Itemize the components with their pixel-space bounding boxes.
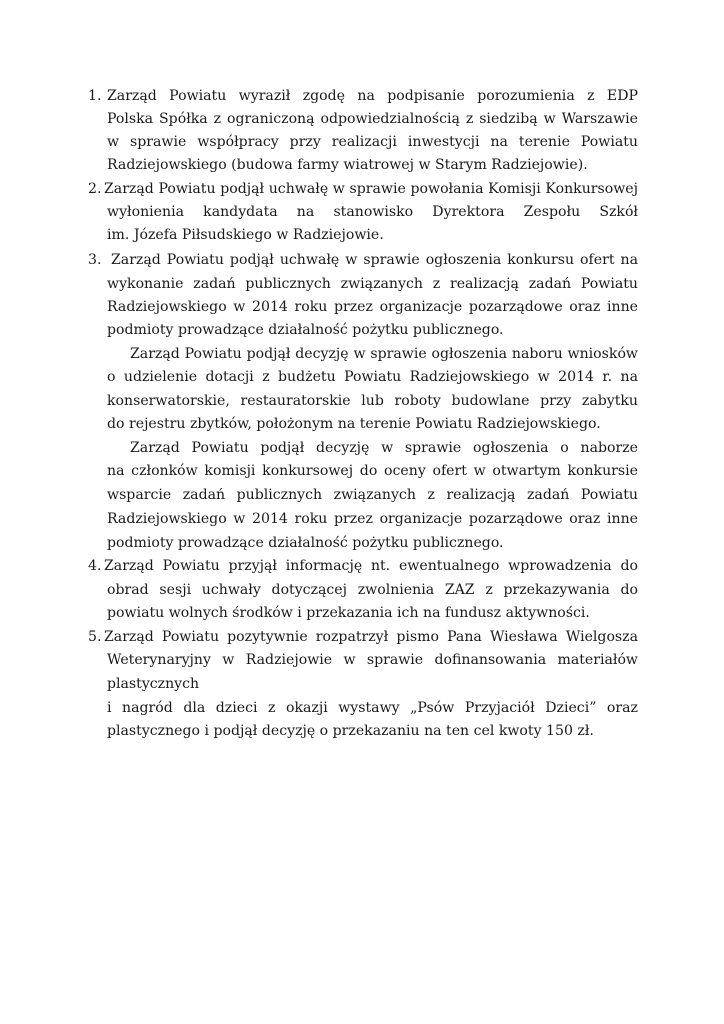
text-line: wykonanie zadań publicznych związanych z realizacją zadań Powiatu <box>107 276 638 292</box>
text-line: Zarząd Powiatu podjął decyzję w sprawie ogłoszenia o naborze <box>130 440 638 456</box>
text-line: do rejestru zbytków, położonym na terenie Powiatu Radziejowskiego. <box>107 416 601 432</box>
text-line: Weterynaryjny w Radziejowie w sprawie dofinansowania materiałów <box>107 652 638 668</box>
text-line: im. Józefa Piłsudskiego w Radziejowie. <box>107 227 384 243</box>
item-number: 1. <box>88 88 102 104</box>
text-line: Polska Spółka z ograniczoną odpowiedzialnością z siedzibą w Warszawie <box>107 111 638 127</box>
text-line: Radziejowskiego w 2014 roku przez organizacje pozarządowe oraz inne <box>107 299 638 315</box>
text-line: na członków komisji konkursowej do oceny ofert w otwartym konkursie <box>107 463 638 479</box>
text-line: plastycznych <box>107 676 200 692</box>
item-number: 5. <box>88 629 102 645</box>
text-line: i nagród dla dzieci z okazji wystawy „Psów Przyjaciół Dzieci” oraz <box>107 700 638 716</box>
text-line: Radziejowskiego (budowa farmy wiatrowej w Starym Radziejowie). <box>107 157 588 173</box>
text-line: Zarząd Powiatu podjął decyzję w sprawie ogłoszenia naboru wniosków <box>130 346 638 362</box>
text-line: obrad sesji uchwały dotyczącej zwolnienia ZAZ z przekazywania do <box>107 582 638 598</box>
text-line: wsparcie zadań publicznych związanych z realizacją zadań Powiatu <box>107 487 638 503</box>
text-line: Zarząd Powiatu przyjął informację nt. ewentualnego wprowadzenia do <box>104 558 638 574</box>
text-line: konserwatorskie, restauratorskie lub roboty budowlane przy zabytku <box>107 393 638 409</box>
text-line: wyłonienia kandydata na stanowisko Dyrektora Zespołu Szkół <box>107 204 638 220</box>
text-line: podmioty prowadzące działalność pożytku publicznego. <box>107 535 504 551</box>
text-line: podmioty prowadzące działalność pożytku publicznego. <box>107 322 504 338</box>
text-line: plastycznego i podjął decyzję o przekazaniu na ten cel kwoty 150 zł. <box>107 723 594 739</box>
text-line: w sprawie współpracy przy realizacji inwestycji na terenie Powiatu <box>107 134 638 150</box>
text-line: Zarząd Powiatu wyraził zgodę na podpisanie porozumienia z EDP <box>107 88 638 104</box>
text-line: Zarząd Powiatu pozytywnie rozpatrzył pismo Pana Wiesława Wielgosza <box>104 629 638 645</box>
text-line: o udzielenie dotacji z budżetu Powiatu Radziejowskiego w 2014 r. na <box>107 369 638 385</box>
item-number: 2. <box>88 181 102 197</box>
item-number: 4. <box>88 558 102 574</box>
text-line: Zarząd Powiatu podjął uchwałę w sprawie ogłoszenia konkursu ofert na <box>111 252 638 268</box>
text-line: Zarząd Powiatu podjął uchwałę w sprawie powołania Komisji Konkursowej <box>104 181 638 197</box>
text-line: Radziejowskiego w 2014 roku przez organizacje pozarządowe oraz inne <box>107 511 638 527</box>
item-number: 3. <box>88 252 102 268</box>
text-line: powiatu wolnych środków i przekazania ich na fundusz aktywności. <box>107 605 590 621</box>
